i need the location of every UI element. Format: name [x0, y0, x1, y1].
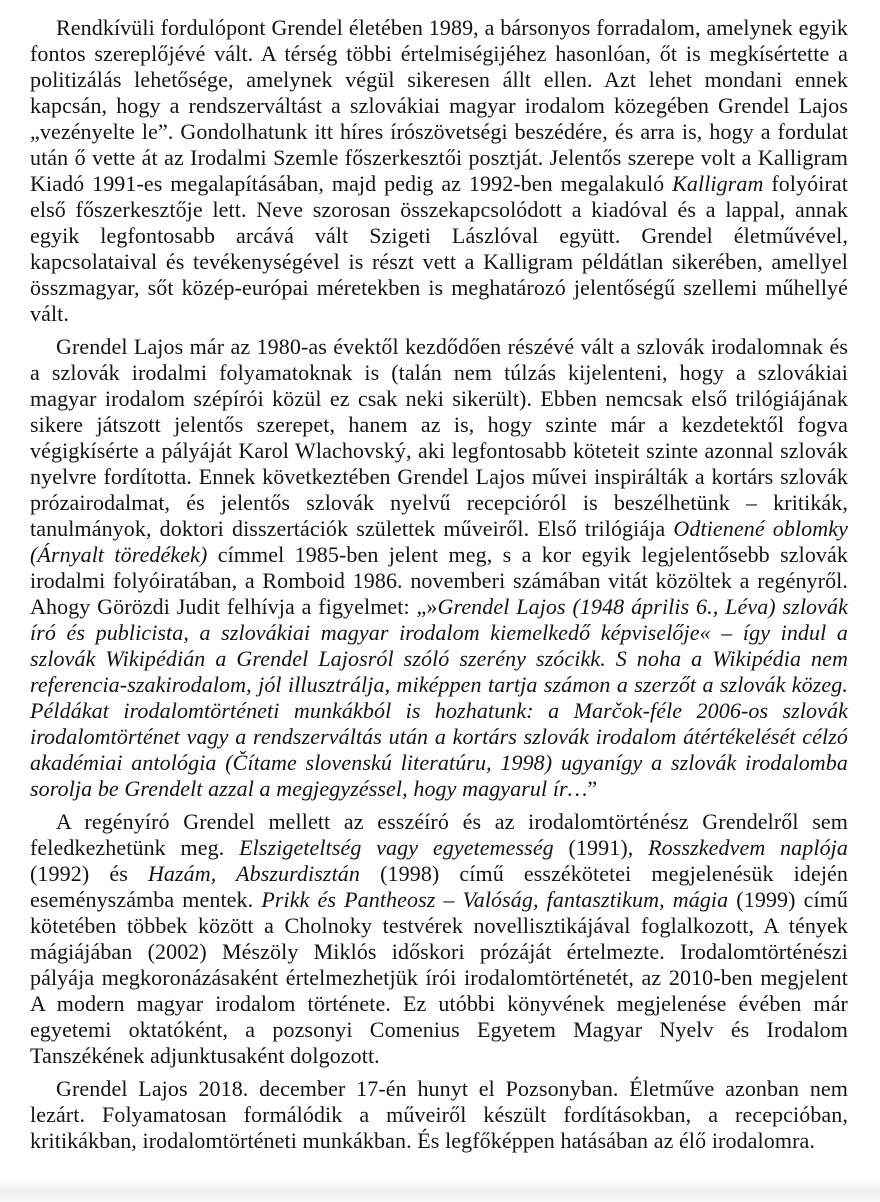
text-run: (1998) című esszékötetei megjelenésük idején eseményszámba mentek. — [30, 861, 849, 912]
paragraph — [30, 334, 848, 802]
italic-text-run: Hazám, Abszurdisztán — [147, 861, 361, 886]
text-run: Grendel Lajos 2018. december 17-én hunyt el Pozsonyban. Életműve azonban nem lezárt. Folyamatosan formálódik a műveiről készült fordításokban, a recepcióban, kritikákban, irodalomtörténeti munkákban. És legfőképpen hatásában az élő irodalomra. — [30, 1076, 848, 1153]
italic-text-run: Rosszkedvem naplója — [648, 835, 848, 860]
italic-text-run: Grendel Lajos (1948 április 6., Léva) szlovák író és publicista, a szlovákiai magyar irodalom kiemelkedő képviselője« – így indul a szlovák Wikipédián a Grendel Lajosról szóló szerény szócikk. S noha a Wikipédia nem referencia-szakirodalom, jól illusztrálja, miképpen tartja számon a szerzőt a szlovák közeg. Példákat irodalomtörténeti munkákból is hozhatunk: a Marčok-féle 2006-os szlovák irodalomtörténet vagy a rendszerváltás után a kortárs szlovák irodalom átértékelését célzó akadémiai antológia (Čítame slovenskú literatúru, 1998) ugyanígy a szlovák irodalomba sorolja be Grendelt azzal a megjegyzéssel, hogy magyarul ír… — [30, 594, 848, 801]
page-bottom-edge-shadow — [0, 1182, 880, 1202]
text-run: folyóirat első főszerkesztője lett. Neve szorosan összekapcsolódott a kiadóval és a lappal, annak egyik legfontosabb arcává vált Szigeti Lászlóval együtt. Grendel életművével, kapcsolataival és tevékenységével is részt vett a Kalligram példátlan sikerében, amellyel összmagyar, sőt közép-európai méretekben is meghatározó jelentőségű szellemi műhellyé vált. — [30, 171, 848, 326]
text-run: (1991), — [553, 835, 649, 860]
text-run: ” — [587, 776, 598, 801]
paragraph — [30, 15, 848, 327]
italic-text-run: Prikk és Pantheosz – Valóság, fantasztikum, mágia — [261, 887, 729, 912]
text-run: (1992) és — [30, 861, 148, 886]
italic-text-run: Odtienené oblomky (Árnyalt töredékek) — [30, 516, 848, 567]
text-run: címmel 1985-ben jelent meg, s a kor egyik legjelentősebb szlovák irodalmi folyóiratában, a Romboid 1986. novemberi számában vitát közöltek a regényről. Ahogy Görözdi Judit felhívja a figyelmet: „» — [30, 542, 848, 619]
document-text — [30, 15, 848, 1154]
text-run: Grendel Lajos már az 1980-as évektől kezdődően részévé vált a szlovák irodalomnak és a szlovák irodalmi folyamatoknak is (talán nem túlzás kijelenteni, hogy a szlovákiai magyar irodalom szépírói közül ez csak neki sikerült). Ebben nemcsak első trilógiájának sikere játszott jelentős szerepet, hanem az is, hogy szinte már a kezdetektől fogva végigkísérte a pályáját Karol Wlachovský, aki legfontosabb köteteit szinte azonnal szlovák nyelvre fordította. Ennek következtében Grendel Lajos művei inspirálták a kortárs szlovák prózairodalmat, és jelentős szlovák nyelvű recepcióról is beszélhetünk – kritikák, tanulmányok, doktori disszertációk születtek műveiről. Első trilógiája — [30, 334, 848, 541]
text-run: (1999) című kötetében többek között a Cholnoky testvérek novellisztikájával foglalkozott, A tények mágiájában (2002) Mészöly Miklós időskori prózáját értelmezte. Irodalomtörténészi pályája megkoronázásaként értelmezhetjük írói irodalomtörténetét, az 2010-ben megjelent A modern magyar irodalom története. Ez utóbbi könyvének megjelenése évében már egyetemi oktatóként, a pozsonyi Comenius Egyetem Magyar Nyelv és Irodalom Tanszékének adjunktusaként dolgozott. — [30, 887, 849, 1068]
text-run: Rendkívüli fordulópont Grendel életében 1989, a bársonyos forradalom, amelynek egyik fontos szereplőjévé vált. A térség többi értelmiségijéhez hasonlóan, őt is megkísértette a politizálás lehetősége, amelynek végül sikeresen állt ellen. Azt lehet mondani ennek kapcsán, hogy a rendszerváltást a szlovákiai magyar irodalom közegében Grendel Lajos „vezényelte le”. Gondolhatunk itt híres írószövetségi beszédére, és arra is, hogy a fordulat után ő vette át az Irodalmi Szemle főszerkesztői posztját. Jelentős szerepe volt a Kalligram Kiadó 1991-es megalapításában, majd pedig az 1992-ben megalakuló — [30, 15, 848, 196]
italic-text-run: Elszigeteltség vagy egyetemesség — [239, 835, 554, 860]
paragraph — [30, 809, 848, 1069]
paragraph — [30, 1076, 848, 1154]
italic-text-run: Kalligram — [672, 171, 764, 196]
text-run: A regényíró Grendel mellett az esszéíró és az irodalomtörténész Grendelről sem feledkezhetünk meg. — [30, 809, 848, 860]
